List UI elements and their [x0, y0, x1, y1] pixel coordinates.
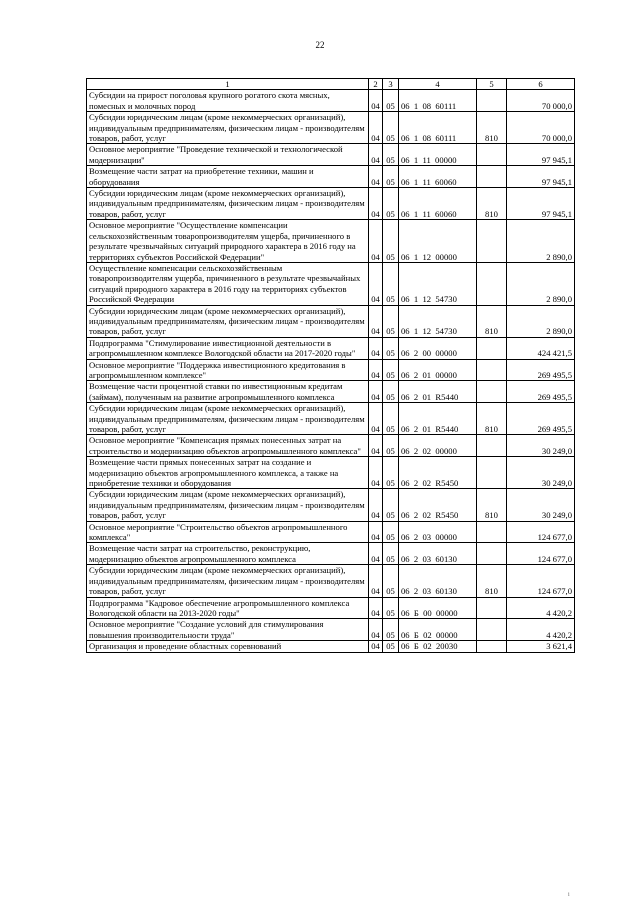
header-col-5: 5	[477, 79, 507, 90]
table-row	[87, 597, 575, 619]
row-section: 04	[369, 166, 383, 188]
row-subsection: 05	[383, 359, 399, 381]
row-subsection: 05	[383, 220, 399, 263]
row-subsection: 05	[383, 543, 399, 565]
row-name: Возмещение части затрат на строительство, реконструкцию, модернизацию объектов агропромышленного комплекса	[87, 543, 369, 565]
row-target-item: 06 2 01 00000	[399, 359, 477, 381]
row-subsection: 05	[383, 305, 399, 337]
row-subsection: 05	[383, 262, 399, 305]
table-row	[87, 90, 575, 112]
row-amount: 4 420,2	[507, 597, 575, 619]
table-row	[87, 641, 575, 652]
row-amount: 97 945,1	[507, 144, 575, 166]
row-target-item: 06 2 03 60130	[399, 543, 477, 565]
row-expense-type: 810	[477, 112, 507, 144]
row-target-item: 06 2 02 R5450	[399, 489, 477, 521]
row-amount: 269 495,5	[507, 381, 575, 403]
row-name: Осуществление компенсации сельскохозяйственным товаропроизводителям ущерба, причиненного в результате чрезвычайных ситуаций природного характера в 2016 году на территориях субъектов Российской Федерации	[87, 262, 369, 305]
row-name: Субсидии юридическим лицам (кроме некоммерческих организаций), индивидуальным предпринимателям, физическим лицам - производителям товаров, работ, услуг	[87, 188, 369, 220]
row-amount: 2 890,0	[507, 262, 575, 305]
row-amount: 124 677,0	[507, 543, 575, 565]
row-name: Подпрограмма "Стимулирование инвестиционной деятельности в агропромышленном комплексе Вологодской области на 2017-2020 годы"	[87, 337, 369, 359]
table-body	[87, 90, 575, 652]
row-expense-type	[477, 641, 507, 652]
row-section: 04	[369, 565, 383, 597]
page-number: 22	[315, 40, 325, 50]
row-expense-type	[477, 521, 507, 543]
row-expense-type: 810	[477, 188, 507, 220]
row-section: 04	[369, 220, 383, 263]
row-subsection: 05	[383, 166, 399, 188]
row-name: Возмещение части прямых понесенных затрат на создание и модернизацию объектов агропромышленного комплекса, а также на приобретение техники и оборудования	[87, 457, 369, 489]
table-row	[87, 521, 575, 543]
row-target-item: 06 2 01 R5440	[399, 403, 477, 435]
table-row	[87, 166, 575, 188]
row-target-item: 06 1 12 54730	[399, 262, 477, 305]
table-row	[87, 112, 575, 144]
row-section: 04	[369, 262, 383, 305]
row-section: 04	[369, 489, 383, 521]
row-target-item: 06 Б 02 20030	[399, 641, 477, 652]
row-name: Основное мероприятие "Строительство объектов агропромышленного комплекса"	[87, 521, 369, 543]
row-name: Возмещение части затрат на приобретение техники, машин и оборудования	[87, 166, 369, 188]
row-name: Основное мероприятие "Поддержка инвестиционного кредитования в агропромышленном комплексе"	[87, 359, 369, 381]
row-expense-type	[477, 90, 507, 112]
row-target-item: 06 2 03 00000	[399, 521, 477, 543]
row-target-item: 06 Б 00 00000	[399, 597, 477, 619]
table-row	[87, 144, 575, 166]
row-target-item: 06 1 12 54730	[399, 305, 477, 337]
row-section: 04	[369, 90, 383, 112]
row-name: Подпрограмма "Кадровое обеспечение агропромышленного комплекса Вологодской области на 2013-2020 годы"	[87, 597, 369, 619]
row-name: Субсидии юридическим лицам (кроме некоммерческих организаций), индивидуальным предпринимателям, физическим лицам - производителям товаров, работ, услуг	[87, 565, 369, 597]
row-target-item: 06 1 12 00000	[399, 220, 477, 263]
row-section: 04	[369, 112, 383, 144]
table-row	[87, 305, 575, 337]
row-target-item: 06 1 08 60111	[399, 90, 477, 112]
row-section: 04	[369, 305, 383, 337]
row-name: Основное мероприятие "Создание условий для стимулирования повышения производительности труда"	[87, 619, 369, 641]
row-amount: 124 677,0	[507, 521, 575, 543]
row-expense-type	[477, 435, 507, 457]
row-subsection: 05	[383, 619, 399, 641]
row-target-item: 06 1 11 00000	[399, 144, 477, 166]
row-target-item: 06 1 08 60111	[399, 112, 477, 144]
header-col-1: 1	[87, 79, 369, 90]
row-expense-type	[477, 337, 507, 359]
row-amount: 269 495,5	[507, 359, 575, 381]
row-target-item: 06 2 02 00000	[399, 435, 477, 457]
row-expense-type: 810	[477, 403, 507, 435]
row-subsection: 05	[383, 641, 399, 652]
row-subsection: 05	[383, 435, 399, 457]
row-subsection: 05	[383, 112, 399, 144]
row-name: Субсидии юридическим лицам (кроме некоммерческих организаций), индивидуальным предпринимателям, физическим лицам - производителям товаров, работ, услуг	[87, 112, 369, 144]
row-subsection: 05	[383, 90, 399, 112]
table-row	[87, 381, 575, 403]
row-section: 04	[369, 403, 383, 435]
row-name: Организация и проведение областных соревнований	[87, 641, 369, 652]
row-expense-type	[477, 543, 507, 565]
budget-table	[86, 78, 575, 653]
row-target-item: 06 2 01 R5440	[399, 381, 477, 403]
row-expense-type	[477, 597, 507, 619]
table-row	[87, 435, 575, 457]
row-section: 04	[369, 619, 383, 641]
row-section: 04	[369, 381, 383, 403]
row-section: 04	[369, 543, 383, 565]
row-expense-type: 810	[477, 489, 507, 521]
row-section: 04	[369, 641, 383, 652]
row-amount: 30 249,0	[507, 435, 575, 457]
row-name: Основное мероприятие "Проведение технической и технологической модернизации"	[87, 144, 369, 166]
row-subsection: 05	[383, 188, 399, 220]
row-subsection: 05	[383, 521, 399, 543]
header-col-3: 3	[383, 79, 399, 90]
corner-mark: i	[568, 892, 570, 898]
row-section: 04	[369, 597, 383, 619]
row-subsection: 05	[383, 565, 399, 597]
row-amount: 70 000,0	[507, 112, 575, 144]
row-amount: 269 495,5	[507, 403, 575, 435]
header-col-2: 2	[369, 79, 383, 90]
row-expense-type	[477, 359, 507, 381]
row-name: Основное мероприятие "Компенсация прямых понесенных затрат на строительство и модернизацию объектов агропромышленного комплекса"	[87, 435, 369, 457]
row-amount: 30 249,0	[507, 489, 575, 521]
table-row	[87, 543, 575, 565]
row-target-item: 06 2 02 R5450	[399, 457, 477, 489]
header-row	[87, 79, 575, 90]
row-name: Возмещение части процентной ставки по инвестиционным кредитам (займам), полученным на развитие агропромышленного комплекса	[87, 381, 369, 403]
row-target-item: 06 2 03 60130	[399, 565, 477, 597]
table-row	[87, 619, 575, 641]
row-amount: 97 945,1	[507, 188, 575, 220]
row-expense-type	[477, 166, 507, 188]
table-row	[87, 359, 575, 381]
row-subsection: 05	[383, 381, 399, 403]
row-section: 04	[369, 435, 383, 457]
table-row	[87, 337, 575, 359]
row-target-item: 06 1 11 60060	[399, 188, 477, 220]
row-expense-type: 810	[477, 305, 507, 337]
row-amount: 124 677,0	[507, 565, 575, 597]
table-row	[87, 188, 575, 220]
row-subsection: 05	[383, 597, 399, 619]
row-subsection: 05	[383, 457, 399, 489]
row-expense-type	[477, 262, 507, 305]
row-expense-type	[477, 144, 507, 166]
row-name: Субсидии на прирост поголовья крупного рогатого скота мясных, помесных и молочных пород	[87, 90, 369, 112]
row-target-item: 06 2 00 00000	[399, 337, 477, 359]
row-subsection: 05	[383, 403, 399, 435]
row-section: 04	[369, 521, 383, 543]
row-expense-type	[477, 381, 507, 403]
row-section: 04	[369, 144, 383, 166]
row-section: 04	[369, 457, 383, 489]
row-target-item: 06 Б 02 00000	[399, 619, 477, 641]
row-amount: 3 621,4	[507, 641, 575, 652]
row-amount: 97 945,1	[507, 166, 575, 188]
table-row	[87, 489, 575, 521]
row-target-item: 06 1 11 60060	[399, 166, 477, 188]
row-name: Субсидии юридическим лицам (кроме некоммерческих организаций), индивидуальным предпринимателям, физическим лицам - производителям товаров, работ, услуг	[87, 403, 369, 435]
table-row	[87, 220, 575, 263]
row-section: 04	[369, 359, 383, 381]
row-section: 04	[369, 188, 383, 220]
row-amount: 30 249,0	[507, 457, 575, 489]
header-col-6: 6	[507, 79, 575, 90]
header-col-4: 4	[399, 79, 477, 90]
table-row	[87, 565, 575, 597]
row-amount: 2 890,0	[507, 220, 575, 263]
row-subsection: 05	[383, 144, 399, 166]
row-subsection: 05	[383, 489, 399, 521]
row-subsection: 05	[383, 337, 399, 359]
row-expense-type: 810	[477, 565, 507, 597]
row-amount: 4 420,2	[507, 619, 575, 641]
table-row	[87, 457, 575, 489]
row-name: Субсидии юридическим лицам (кроме некоммерческих организаций), индивидуальным предпринимателям, физическим лицам - производителям товаров, работ, услуг	[87, 489, 369, 521]
row-name: Основное мероприятие "Осуществление компенсации сельскохозяйственным товаропроизводителям ущерба, причиненного в результате чрезвычайных ситуаций природного характера в 2016 году на территориях субъектов Российской Федерации"	[87, 220, 369, 263]
row-amount: 424 421,5	[507, 337, 575, 359]
row-name: Субсидии юридическим лицам (кроме некоммерческих организаций), индивидуальным предпринимателям, физическим лицам - производителям товаров, работ, услуг	[87, 305, 369, 337]
table-row	[87, 262, 575, 305]
row-expense-type	[477, 457, 507, 489]
table-row	[87, 403, 575, 435]
row-section: 04	[369, 337, 383, 359]
row-amount: 2 890,0	[507, 305, 575, 337]
row-expense-type	[477, 220, 507, 263]
row-amount: 70 000,0	[507, 90, 575, 112]
row-expense-type	[477, 619, 507, 641]
